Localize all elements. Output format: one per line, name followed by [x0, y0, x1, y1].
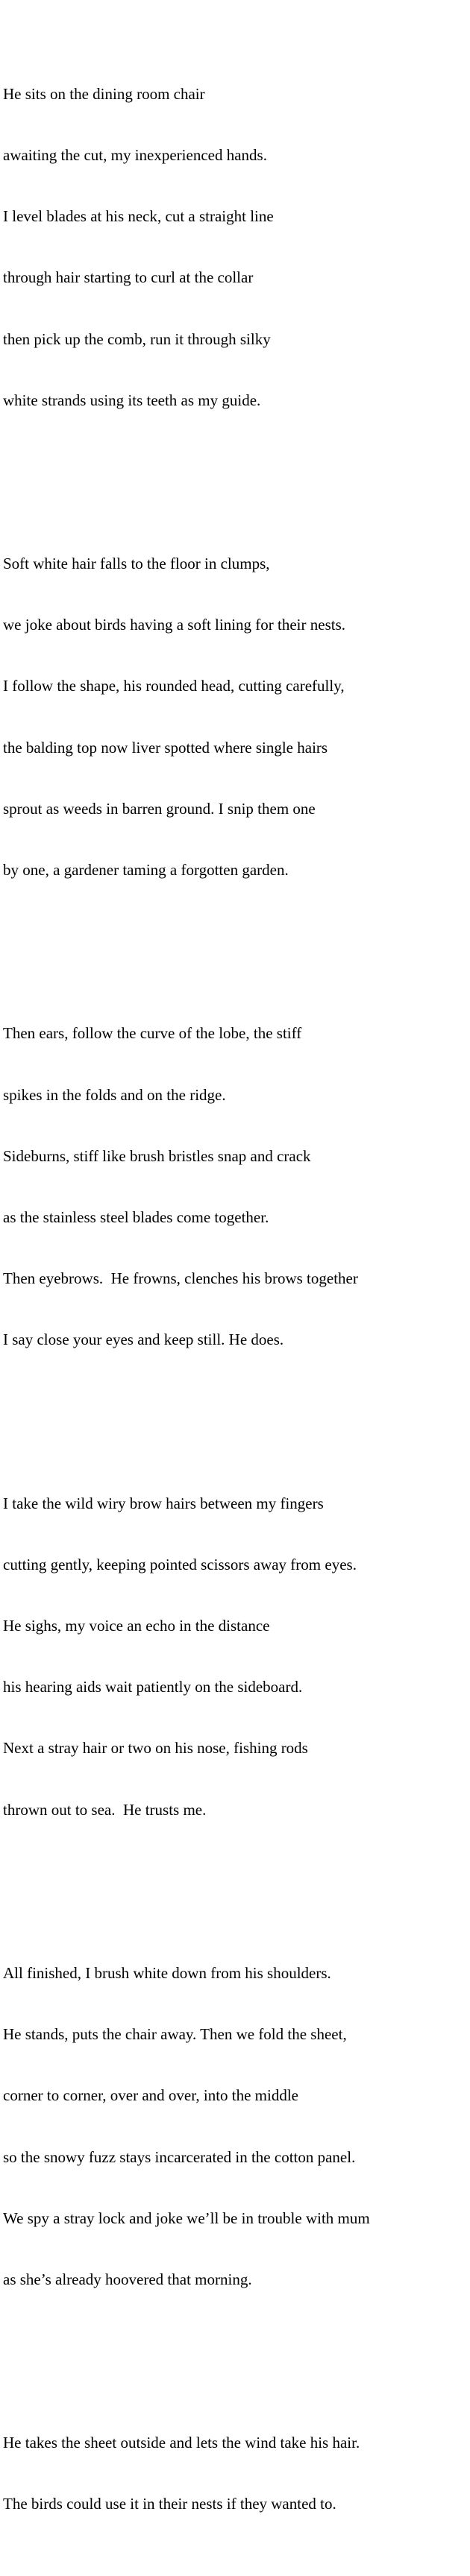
poem-line: sprout as weeds in barren ground. I snip them one [3, 799, 316, 818]
poem-line: He sits on the dining room chair [3, 84, 205, 103]
poem-line: awaiting the cut, my inexperienced hands. [3, 145, 267, 164]
poem-line: He takes the sheet outside and lets the wind take his hair. [3, 2434, 360, 2452]
poem-line: I follow the shape, his rounded head, cutting carefully, [3, 677, 345, 695]
poem-line: He stands, puts the chair away. Then we fold the sheet, [3, 2025, 347, 2044]
poem-line: corner to corner, over and over, into the middle [3, 2086, 299, 2105]
stanza-2 [3, 513, 370, 921]
poem-line: thrown out to sea. He trusts me. [3, 1800, 207, 1819]
stanza-6 [3, 2392, 370, 2555]
poem [3, 2, 370, 2576]
poem-line: He sighs, my voice an echo in the distance [3, 1617, 270, 1635]
poem-line: white strands using its teeth as my guide. [3, 391, 261, 409]
poem-line: I say close your eyes and keep still. He does. [3, 1330, 284, 1349]
poem-line: his hearing aids wait patiently on the sideboard. [3, 1678, 303, 1696]
poem-line: then pick up the comb, run it through silky [3, 329, 271, 348]
poem-line: Sideburns, stiff like brush bristles snap and crack [3, 1146, 311, 1165]
poem-line: Then eyebrows. He frowns, clenches his brows together [3, 1269, 358, 1288]
stanza-1 [3, 43, 370, 452]
stanza-5 [3, 1922, 370, 2331]
poem-line: Soft white hair falls to the floor in clumps, [3, 554, 270, 572]
poem-line: through hair starting to curl at the collar [3, 268, 254, 287]
poem-line: I level blades at his neck, cut a straight line [3, 207, 274, 226]
stanza-4 [3, 1453, 370, 1861]
poem-line: as she’s already hoovered that morning. [3, 2270, 252, 2289]
poem-line: by one, a gardener taming a forgotten garden. [3, 861, 289, 880]
stanza-3 [3, 982, 370, 1391]
poem-line: Then ears, follow the curve of the lobe, the stiff [3, 1024, 302, 1043]
poem-line: Next a stray hair or two on his nose, fishing rods [3, 1739, 308, 1758]
poem-line: We spy a stray lock and joke we’ll be in trouble with mum [3, 2209, 370, 2227]
poem-line: spikes in the folds and on the ridge. [3, 1085, 226, 1104]
poem-line: The birds could use it in their nests if they wanted to. [3, 2495, 336, 2513]
poem-line: All finished, I brush white down from his shoulders. [3, 1963, 331, 1982]
poem-line: I take the wild wiry brow hairs between my fingers [3, 1494, 324, 1512]
poem-line: the balding top now liver spotted where single hairs [3, 738, 328, 757]
poem-line: cutting gently, keeping pointed scissors away from eyes. [3, 1555, 357, 1573]
poem-line: we joke about birds having a soft lining for their nests. [3, 616, 345, 634]
poem-line: as the stainless steel blades come together. [3, 1208, 269, 1226]
poem-line: so the snowy fuzz stays incarcerated in the cotton panel. [3, 2147, 356, 2166]
